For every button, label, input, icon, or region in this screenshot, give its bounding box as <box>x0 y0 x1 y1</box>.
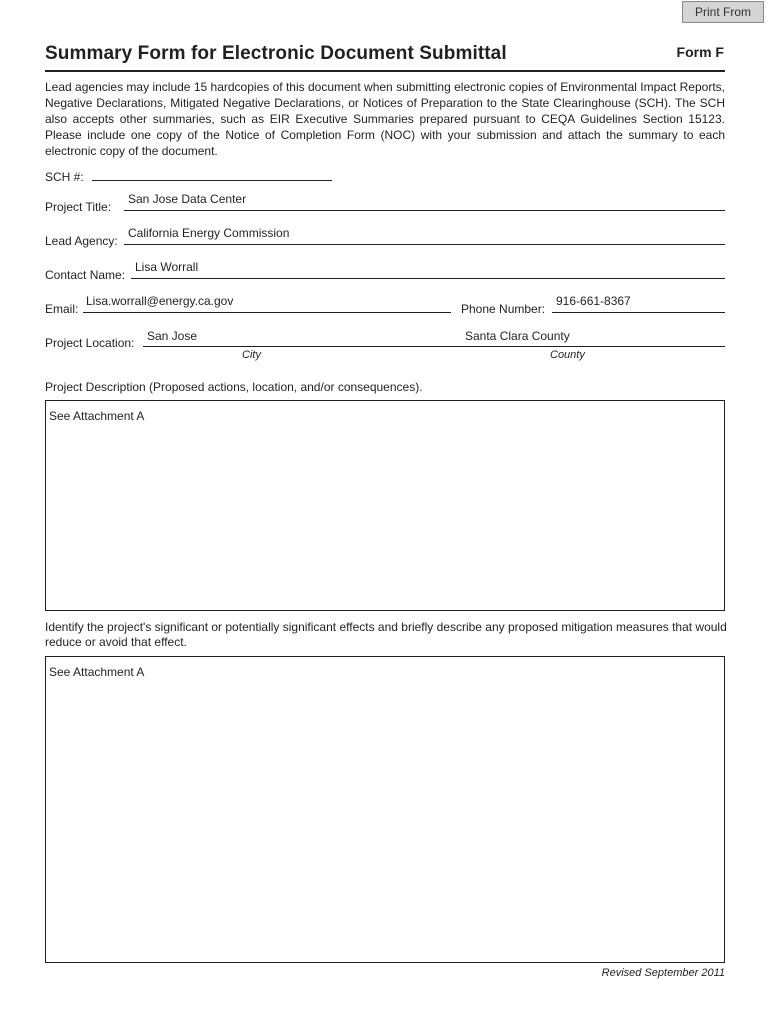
contact-name-field[interactable] <box>131 278 725 279</box>
title-divider <box>45 70 725 72</box>
phone-field[interactable] <box>552 312 725 313</box>
sch-label: SCH #: <box>45 170 84 184</box>
significant-effects-value: See Attachment A <box>49 665 145 679</box>
sch-field[interactable] <box>92 180 332 181</box>
email-label: Email: <box>45 302 79 316</box>
project-description-value: See Attachment A <box>49 409 145 423</box>
phone-value: 916-661-8367 <box>556 294 631 308</box>
lead-agency-label: Lead Agency: <box>45 234 118 248</box>
project-location-label: Project Location: <box>45 336 135 350</box>
revised-date: Revised September 2011 <box>601 967 725 979</box>
lead-agency-field[interactable] <box>124 244 725 245</box>
city-caption: City <box>242 349 261 361</box>
phone-label: Phone Number: <box>461 302 546 316</box>
significant-effects-label: Identify the project's significant or potentially significant effects and briefly describe any proposed mitigation measures that would reduce or avoid that effect. <box>45 620 727 649</box>
form-identifier: Form F <box>676 44 724 60</box>
email-value: Lisa.worrall@energy.ca.gov <box>86 294 234 308</box>
lead-agency-value: California Energy Commission <box>128 226 290 240</box>
contact-name-value: Lisa Worrall <box>135 260 199 274</box>
project-description-textarea[interactable] <box>45 400 725 611</box>
city-value: San Jose <box>147 329 198 343</box>
project-title-value: San Jose Data Center <box>128 192 247 206</box>
print-form-button[interactable]: Print From <box>682 1 764 23</box>
county-value: Santa Clara County <box>465 329 570 343</box>
email-field[interactable] <box>83 312 451 313</box>
intro-paragraph: Lead agencies may include 15 hardcopies of this document when submitting electronic copies of Environmental Impact Reports, Negative Declarations, Mitigated Negative Declarations, or Notices of Preparation to the State Clearinghouse (SCH). The SCH also accepts other summaries, such as EIR Executive Summaries prepared pursuant to CEQA Guidelines Section 15123. Please include one copy of the Notice of Completion Form (NOC) with your submission and attach the summary to each electronic copy of the document. <box>45 80 725 158</box>
project-description-label: Project Description (Proposed actions, location, and/or consequences). <box>45 380 423 394</box>
project-title-label: Project Title: <box>45 200 112 214</box>
page-title: Summary Form for Electronic Document Submittal <box>45 43 507 64</box>
county-caption: County <box>550 349 585 361</box>
contact-name-label: Contact Name: <box>45 268 126 282</box>
project-location-field[interactable] <box>143 346 725 347</box>
project-title-field[interactable] <box>124 210 725 211</box>
significant-effects-textarea[interactable] <box>45 656 725 963</box>
